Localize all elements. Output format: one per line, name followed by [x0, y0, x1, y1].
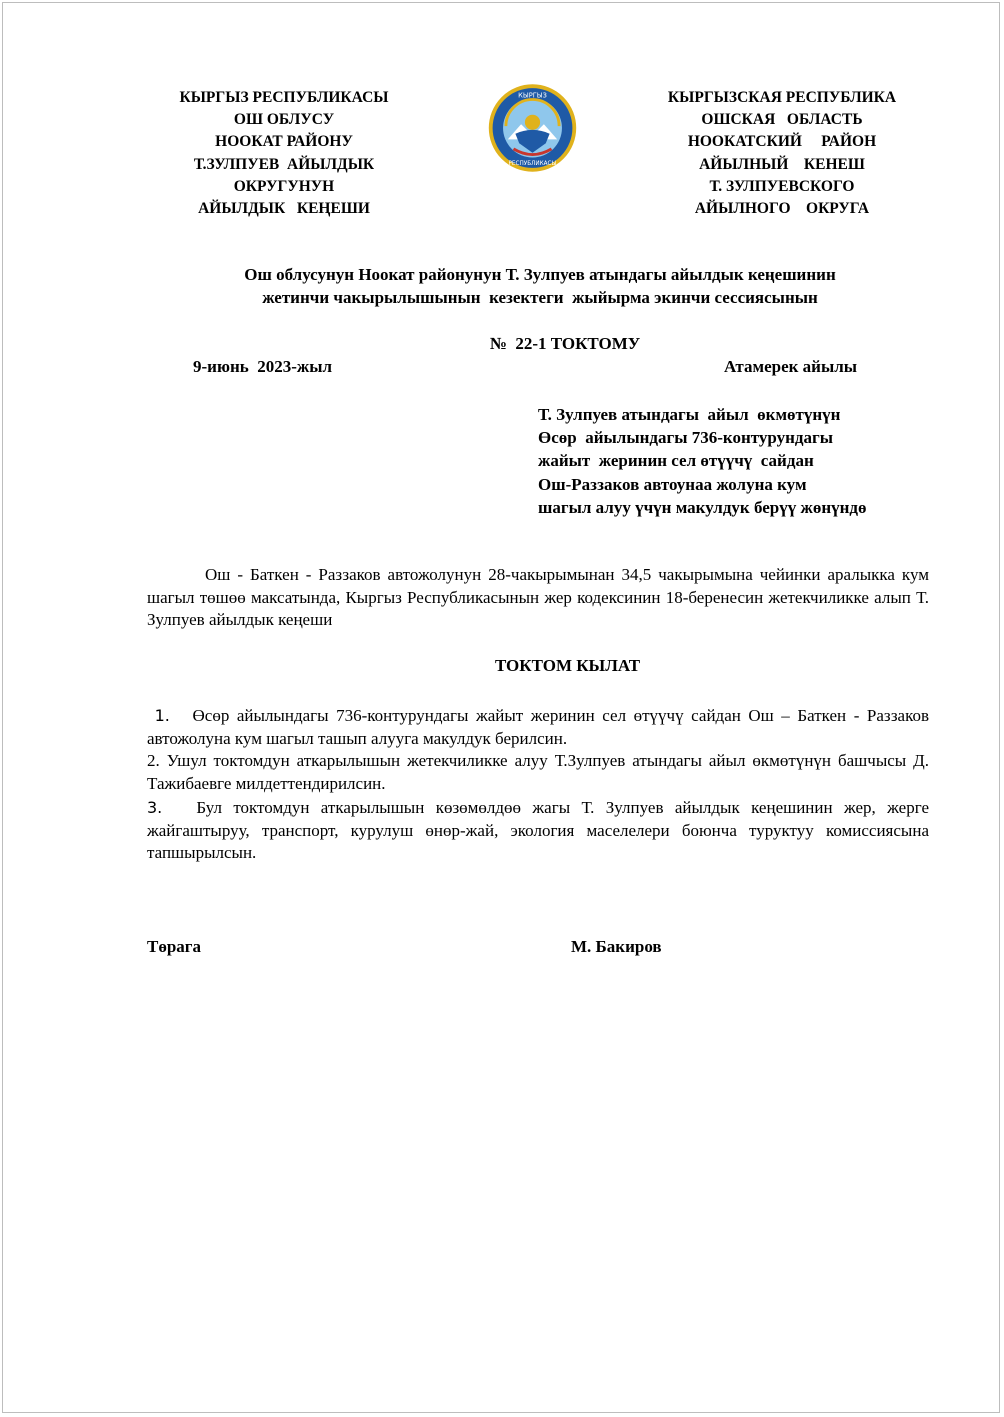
- header-right-russian: [640, 87, 924, 220]
- header-left-line: Т.ЗУЛПУЕВ АЙЫЛДЫК: [193, 155, 375, 173]
- state-emblem-icon: [485, 84, 580, 172]
- resolution-item-3: [147, 797, 929, 865]
- header-right-line: КЫРГЫЗСКАЯ РЕСПУБЛИКА: [667, 89, 897, 106]
- subject-line: Ош-Раззаков автоунаа жолуна кум: [538, 474, 807, 494]
- subject-line: Өсөр айылындагы 736-контурундагы: [538, 428, 834, 448]
- resolve-heading: ТОКТОМ КЫЛАТ: [494, 656, 641, 675]
- header-right-line: АЙЫЛНЫЙ КЕНЕШ: [699, 155, 865, 173]
- header-right-line: НООКАТСКИЙ РАЙОН: [687, 133, 877, 151]
- item-text: Ушул токтомдун аткарылышын жетекчиликке алуу Т.Зулпуев атындагы айыл өкмөтүнүн башчысы Д. Тажибаевге милдеттендирилсин.: [147, 751, 930, 793]
- header-left-kyrgyz: [150, 87, 418, 220]
- header-right-line: Т. ЗУЛПУЕВСКОГО: [709, 177, 855, 195]
- emblem-top-text: КЫРГЫЗ: [518, 91, 547, 100]
- signature-name: М. Бакиров: [571, 937, 662, 956]
- decree-place: Атамерек айылы: [724, 357, 858, 376]
- item-text: Бул токтомдун аткарылышын көзөмөлдөө жагы Т. Зулпуев айылдык кеңешинин жер, жерге жайгаштыруу, транспорт, курулуш өнөр-жай, экология маселелери боюнча туруктуу комиссиясына тапшырылсын.: [147, 798, 930, 862]
- resolution-item-2: [147, 750, 929, 795]
- resolution-item-1: [147, 705, 929, 750]
- header-left-line: АЙЫЛДЫК КЕҢЕШИ: [198, 200, 370, 218]
- subject-line: жайыт жеринин сел өтүүчү сайдан: [538, 451, 814, 471]
- header-left-line: ОКРУГУНУН: [233, 177, 335, 195]
- subject-line: шагыл алуу үчүн макулдук берүү жөнүндө: [538, 497, 867, 517]
- decree-subject: [538, 403, 867, 519]
- header-left-line: ОШ ОБЛУСУ: [233, 111, 335, 129]
- document-title: [150, 264, 930, 309]
- header-right-line: АЙЫЛНОГО ОКРУГА: [694, 200, 870, 218]
- decree-date: 9-июнь 2023-жыл: [193, 357, 333, 376]
- item-number: 1.: [154, 706, 170, 725]
- header-right-line: ОШСКАЯ ОБЛАСТЬ: [701, 111, 863, 129]
- title-line: жетинчи чакырылышынын кезектеги жыйырма экинчи сессиясынын: [262, 287, 818, 307]
- preamble-paragraph: Ош - Баткен - Раззаков автожолунун 28-чакырымынан 34,5 чакырымына чейинки аралыкка кум шагыл төшөө максатында, Кыргыз Республикасынын жер кодексинин 18-беренесин жетекчиликке алып Т. Зулпуев айылдык кеңеши: [147, 565, 929, 629]
- emblem-bottom-text: РЕСПУБЛИКАСЫ: [508, 161, 557, 168]
- signature-label: Төрага: [147, 937, 202, 956]
- decree-number: № 22-1 ТОКТОМУ: [489, 334, 641, 353]
- subject-line: Т. Зулпуев атындагы айыл өкмөтүнүн: [538, 405, 841, 424]
- item-number: 3.: [147, 798, 163, 817]
- header-left-line: НООКАТ РАЙОНУ: [215, 133, 353, 151]
- emblem-sun: [525, 115, 540, 130]
- title-line: Ош облусунун Ноокат районунун Т. Зулпуев атындагы айылдык кеңешинин: [244, 265, 836, 284]
- item-text: Өсөр айылындагы 736-контурундагы жайыт жеринин сел өтүүчү сайдан Ош – Баткен - Раззаков автожолуна кум шагыл ташып алууга макулдук берилсин.: [147, 706, 930, 748]
- item-number: 2.: [147, 751, 160, 770]
- header-left-line: КЫРГЫЗ РЕСПУБЛИКАСЫ: [179, 89, 389, 106]
